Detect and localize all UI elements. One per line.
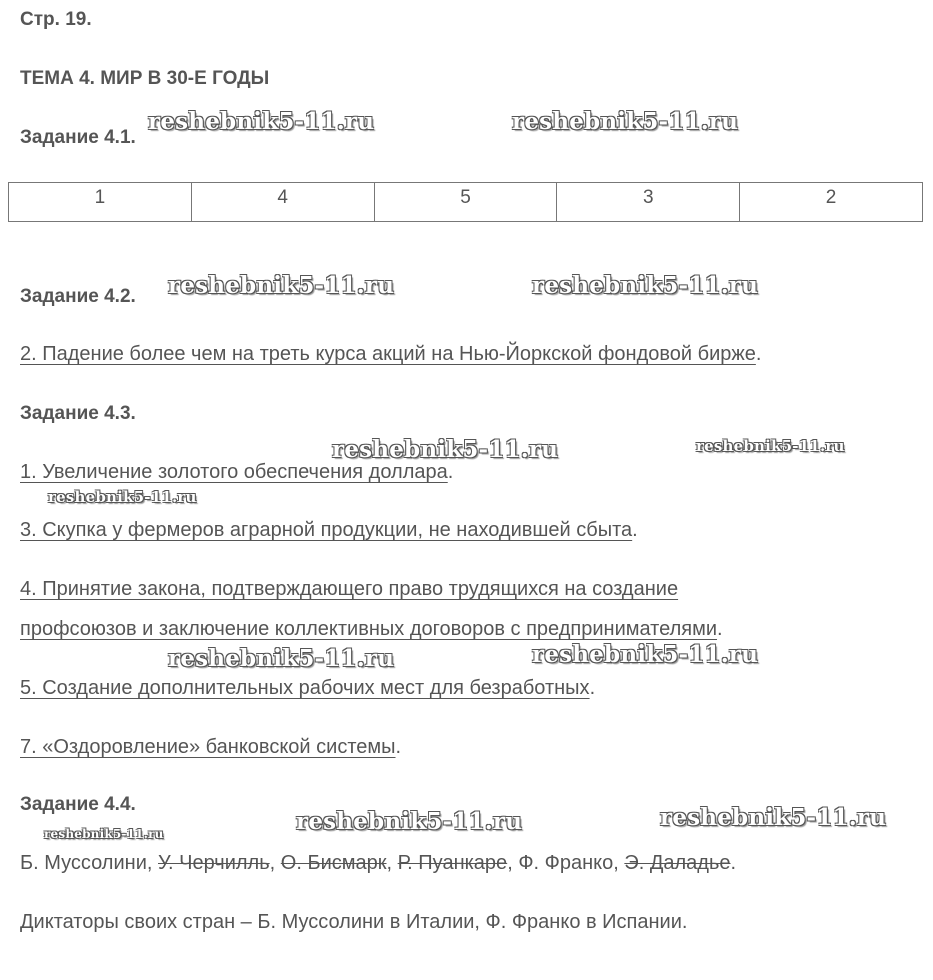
page-label: Стр. 19. [20,9,92,30]
answer-end: . [395,736,402,758]
separator: , [146,852,158,874]
table-cell: 1 [9,183,192,222]
watermark: reshebnik5-11.ru [48,488,197,506]
watermark: reshebnik5-11.ru [512,108,739,135]
answer-end: . [717,618,723,640]
struck-name: О. Бисмарк [280,852,387,874]
separator: . [730,852,737,874]
watermark: reshebnik5-11.ru [44,827,164,841]
separator: , [269,852,281,874]
struck-name: Э. Даладье [624,852,731,874]
table-cell: 3 [557,183,740,222]
task-4-2-title: Задание 4.2. [20,286,136,307]
watermark: reshebnik5-11.ru [148,108,375,135]
watermark: reshebnik5-11.ru [660,804,887,831]
watermark: reshebnik5-11.ru [532,641,759,668]
watermark: reshebnik5-11.ru [332,436,559,463]
separator: , [507,852,519,874]
list-item [20,578,678,601]
task-4-3-title: Задание 4.3. [20,403,136,424]
table-cell: 2 [740,183,923,222]
list-item [20,519,638,542]
watermark: reshebnik5-11.ru [168,272,395,299]
task-4-2-answer [20,343,761,366]
answer-table [8,182,923,222]
answer-end: . [447,461,454,483]
table-cell: 5 [374,183,557,222]
list-item [20,736,401,759]
task-4-4-title: Задание 4.4. [20,794,136,815]
answer-end: . [589,677,596,699]
struck-name: У. Черчилль [158,852,270,874]
answer-text: 2. Падение более чем на треть курса акций на Нью-Йоркской фондовой бирже [20,343,756,365]
list-item [20,461,453,484]
name: Б. Муссолини [20,852,147,874]
list-item [20,677,595,700]
answer-text: 5. Создание дополнительных рабочих мест для безработных [20,677,590,699]
answer-end: . [755,343,762,365]
separator: , [386,852,398,874]
watermark: reshebnik5-11.ru [696,437,845,455]
answer-text: 7. «Оздоровление» банковской системы [20,736,396,758]
names-line [20,852,736,875]
table-cell: 4 [191,183,374,222]
conclusion-text: Диктаторы своих стран – Б. Муссолини в Италии, Ф. Франко в Испании. [20,911,688,933]
list-item-continuation [20,618,723,641]
watermark: reshebnik5-11.ru [168,645,395,672]
struck-name: Р. Пуанкаре [397,852,508,874]
answer-end: . [632,519,638,541]
answer-text: 1. Увеличение золотого обеспечения доллара [20,461,448,483]
table-row [9,183,923,222]
answer-text: 3. Скупка у фермеров аграрной продукции, не находившей сбыта [20,519,633,541]
task-4-1-title: Задание 4.1. [20,127,136,148]
topic-title: ТЕМА 4. МИР В 30-Е ГОДЫ [20,68,270,89]
watermark: reshebnik5-11.ru [296,808,523,835]
name: Ф. Франко [518,852,614,874]
separator: , [613,852,625,874]
watermark: reshebnik5-11.ru [532,272,759,299]
answer-text-line2: профсоюзов и заключение коллективных договоров с предпринимателями [20,618,718,640]
answer-text-line1: 4. Принятие закона, подтверждающего право трудящихся на создание [20,578,679,600]
